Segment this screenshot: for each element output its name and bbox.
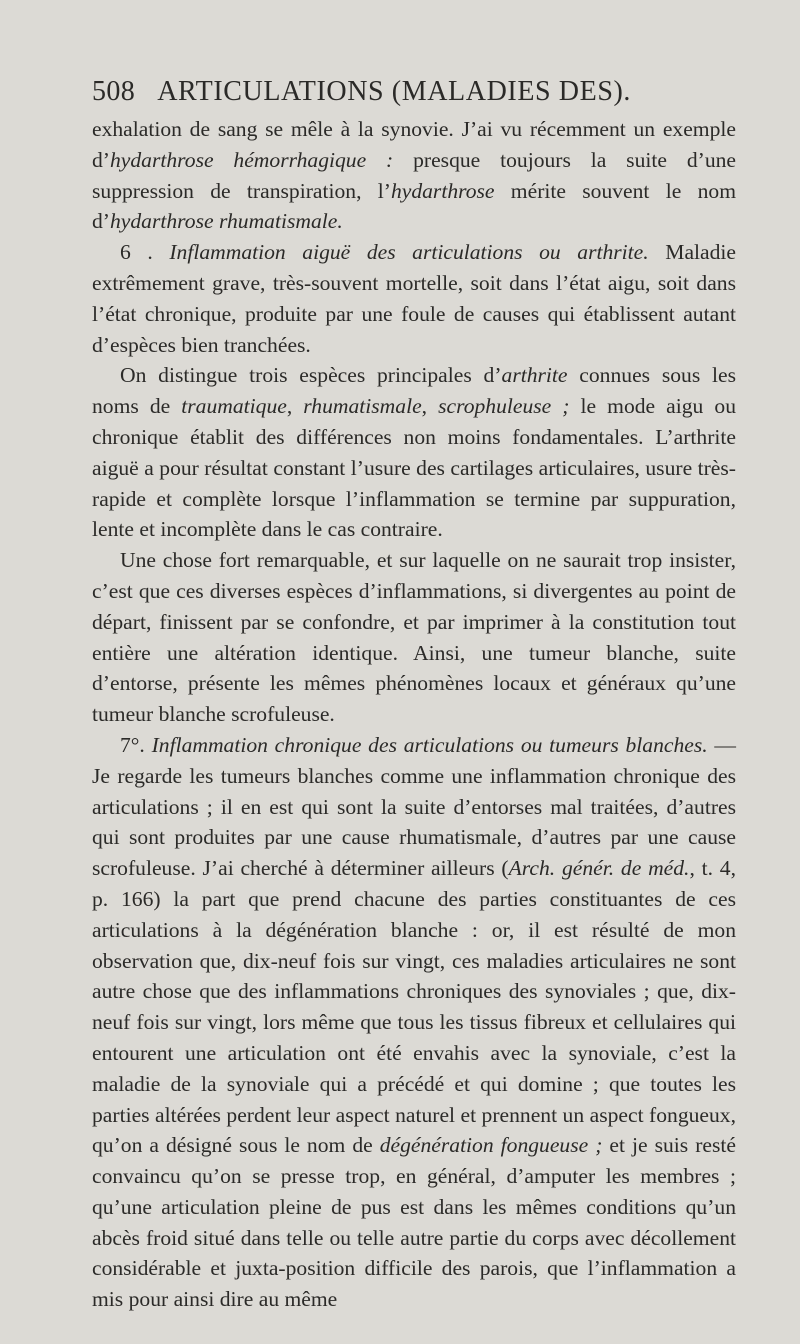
paragraph-1 <box>92 114 736 237</box>
text-run: 7°. <box>120 732 152 757</box>
header-title: ARTICULATIONS (MALADIES DES). <box>157 76 632 107</box>
text-run: et je suis resté convaincu qu’on se presse trop, en général, d’amputer les membres ; qu’une articulation pleine de pus est dans les mêmes conditions qu’un abcès froid situé dans telle ou telle autre partie du corps avec décollement considérable et juxta-position difficile des parois, que l’inflammation a mis pour ainsi dire au même <box>92 1133 736 1312</box>
text-run: 6 . <box>120 240 170 265</box>
italic-run: dégénération fongueuse ; <box>379 1133 603 1158</box>
italic-run: hydarthrose hémorrhagique : <box>110 147 394 172</box>
paragraph-2 <box>92 237 736 360</box>
page-number: 508 <box>92 76 136 107</box>
text-run: , <box>421 394 439 419</box>
italic-run: Inflammation aiguë des articulations ou arthrite. <box>169 240 649 265</box>
italic-run: hydarthrose rhumatismale. <box>110 209 343 234</box>
italic-run: Arch. génér. de méd. <box>508 856 690 881</box>
italic-run: Inflammation chronique des articulations ou tumeurs blanches. <box>151 732 708 757</box>
text-run: Une chose fort remarquable, et sur laquelle on ne saurait trop insister, c’est que ces diverses espèces d’inflammations, si divergentes au point de départ, finissent par se confondre, et par imprimer à la constitution tout entière une altération identique. Ainsi, une tumeur blanche, suite d’entorse, présente les mêmes phénomènes locaux et généraux qu’une tumeur blanche scrofuleuse. <box>92 548 736 727</box>
paragraph-5 <box>92 730 736 1315</box>
text-run: presque toujours la suite d’une suppression de transpiration, l’ <box>92 147 736 203</box>
running-header <box>92 74 752 110</box>
text-body <box>92 114 736 1315</box>
italic-run: hydarthrose <box>390 178 495 203</box>
text-run: On distingue trois espèces principales d’ <box>120 363 502 388</box>
italic-run: arthrite <box>501 363 568 388</box>
text-run: , <box>286 394 304 419</box>
italic-run: traumatique <box>181 394 287 419</box>
paragraph-3 <box>92 360 736 545</box>
text-run: connues sous les noms de <box>92 363 737 419</box>
text-run: exhalation de sang se mêle à la synovie. J’ai vu récemment un exemple d’ <box>92 117 736 172</box>
italic-run: rhumatismale <box>303 394 422 419</box>
text-run: mérite souvent le nom d’ <box>92 178 736 234</box>
text-run: — Je regarde les tumeurs blanches comme une inflammation chronique des articulations ; il en est qui sont la suite d’entorses mal traitées, d’autres qui sont produites par une cause rhumatismale, d’autres par une cause scrofuleuse. J’ai cherché à déterminer ailleurs ( <box>92 732 736 881</box>
paragraph-4 <box>92 545 736 730</box>
text-run: , t. 4, p. 166) la part que prend chacune des parties constituantes de ces articulations à la dégénération blanche : or, il est résulté de mon observation que, dix-neuf fois sur vingt, ces maladies articulaires ne sont autre chose que des inflammations chroniques des synoviales ; que, dix-neuf fois sur vingt, lors même que tous les tissus fibreux et cellulaires qui entourent une articulation ont été envahis avec la synoviale, c’est la maladie de la synoviale qui a précédé et qui domine ; que toutes les parties altérées perdent leur aspect naturel et prennent un aspect fongueux, qu’on a désigné sous le nom de <box>92 856 736 1158</box>
italic-run: scrophuleuse ; <box>438 394 570 419</box>
text-run: le mode aigu ou chronique établit des différences non moins fondamentales. L’arthrite aiguë a pour résultat constant l’usure des cartilages articulaires, usure très-rapide et complète lorsque l’inflammation se termine par suppuration, lente et incomplète dans le cas contraire. <box>92 394 736 542</box>
text-run: Maladie extrêmement grave, très-souvent mortelle, soit dans l’état aigu, soit dans l’état chronique, produite par une foule de causes qui établissent autant d’espèces bien tranchées. <box>92 240 736 357</box>
